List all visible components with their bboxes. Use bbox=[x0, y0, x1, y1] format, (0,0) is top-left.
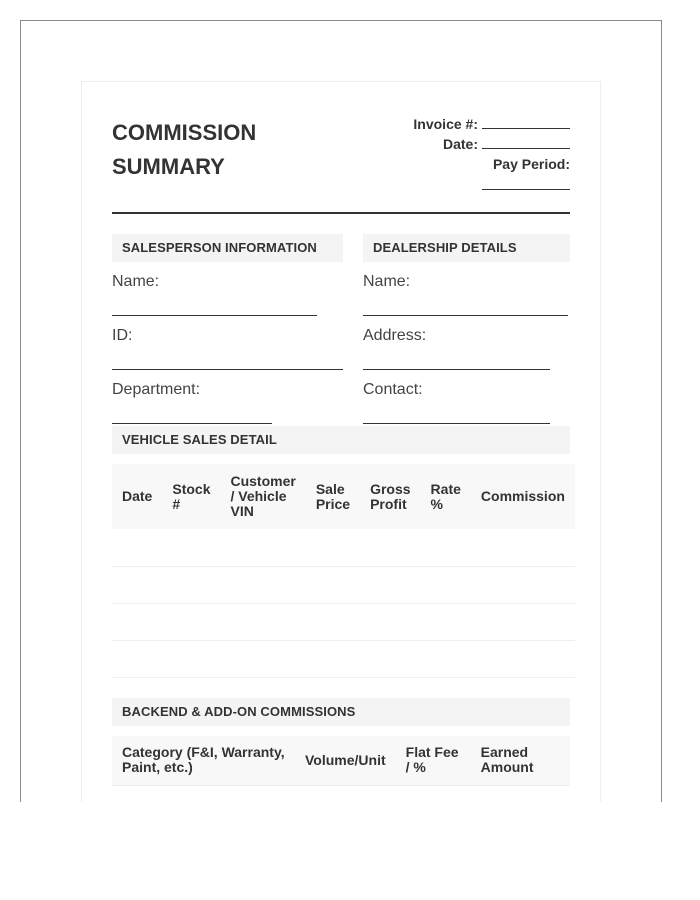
col-customer-vin: Customer / Vehicle VIN bbox=[230, 473, 296, 519]
salesperson-department-label: Department: bbox=[112, 381, 201, 398]
date-blank[interactable] bbox=[482, 136, 570, 149]
vehicle-sales-section bbox=[112, 426, 570, 678]
salesperson-id-label: ID: bbox=[112, 327, 133, 344]
dealership-name-label: Name: bbox=[363, 273, 411, 290]
pay-period-blank[interactable] bbox=[482, 174, 570, 190]
dealership-address-line[interactable] bbox=[363, 346, 550, 370]
table-row[interactable] bbox=[112, 603, 575, 640]
dealership-contact-label: Contact: bbox=[363, 381, 423, 398]
dealership-address-label: Address: bbox=[363, 327, 427, 344]
pay-period-label: Pay Period: bbox=[492, 156, 570, 172]
salesperson-id-line[interactable] bbox=[112, 346, 343, 370]
backend-header-row bbox=[112, 736, 570, 786]
invoice-row bbox=[413, 114, 570, 134]
title-line-2: SUMMARY bbox=[112, 154, 225, 179]
backend-section bbox=[112, 698, 570, 787]
invoice-label: Invoice #: bbox=[413, 116, 478, 132]
col-sale-price: Sale Price bbox=[315, 480, 351, 512]
col-earned-amount: Earned Amount bbox=[480, 744, 534, 776]
col-volume-unit: Volume/Unit bbox=[305, 751, 386, 768]
pay-period-blank-row bbox=[413, 174, 570, 195]
col-rate: Rate % bbox=[430, 480, 461, 512]
document-title bbox=[112, 116, 256, 184]
document-header bbox=[112, 110, 570, 214]
table-row[interactable] bbox=[112, 640, 575, 677]
col-date: Date bbox=[122, 488, 153, 504]
vehicle-sales-header-row bbox=[112, 464, 575, 529]
salesperson-name-label: Name: bbox=[112, 273, 160, 290]
dealership-name-line[interactable] bbox=[363, 292, 568, 316]
table-row[interactable] bbox=[112, 529, 575, 566]
document-content bbox=[112, 110, 570, 786]
document-meta bbox=[413, 114, 570, 195]
date-label: Date: bbox=[442, 136, 478, 152]
col-category: Category (F&I, Warranty, Paint, etc.) bbox=[122, 744, 285, 776]
dealership-heading: DEALERSHIP DETAILS bbox=[363, 234, 570, 262]
salesperson-department-line[interactable] bbox=[112, 400, 272, 424]
pay-period-row bbox=[413, 154, 570, 174]
col-flat-fee: Flat Fee / % bbox=[405, 744, 459, 776]
dealership-column bbox=[363, 234, 570, 424]
backend-table bbox=[112, 736, 570, 787]
vehicle-sales-heading: VEHICLE SALES DETAIL bbox=[112, 426, 570, 454]
table-row[interactable] bbox=[112, 566, 575, 603]
title-line-1: COMMISSION bbox=[112, 120, 257, 145]
backend-heading: BACKEND & ADD-ON COMMISSIONS bbox=[112, 698, 570, 726]
info-section bbox=[112, 234, 570, 406]
salesperson-column bbox=[112, 234, 343, 424]
col-stock: Stock # bbox=[172, 480, 211, 512]
col-commission: Commission bbox=[480, 488, 565, 504]
vehicle-sales-table bbox=[112, 464, 575, 678]
col-gross-profit: Gross Profit bbox=[370, 480, 411, 512]
invoice-blank[interactable] bbox=[482, 116, 570, 129]
dealership-contact-line[interactable] bbox=[363, 400, 550, 424]
salesperson-name-line[interactable] bbox=[112, 292, 317, 316]
salesperson-heading: SALESPERSON INFORMATION bbox=[112, 234, 343, 262]
date-row bbox=[413, 134, 570, 154]
